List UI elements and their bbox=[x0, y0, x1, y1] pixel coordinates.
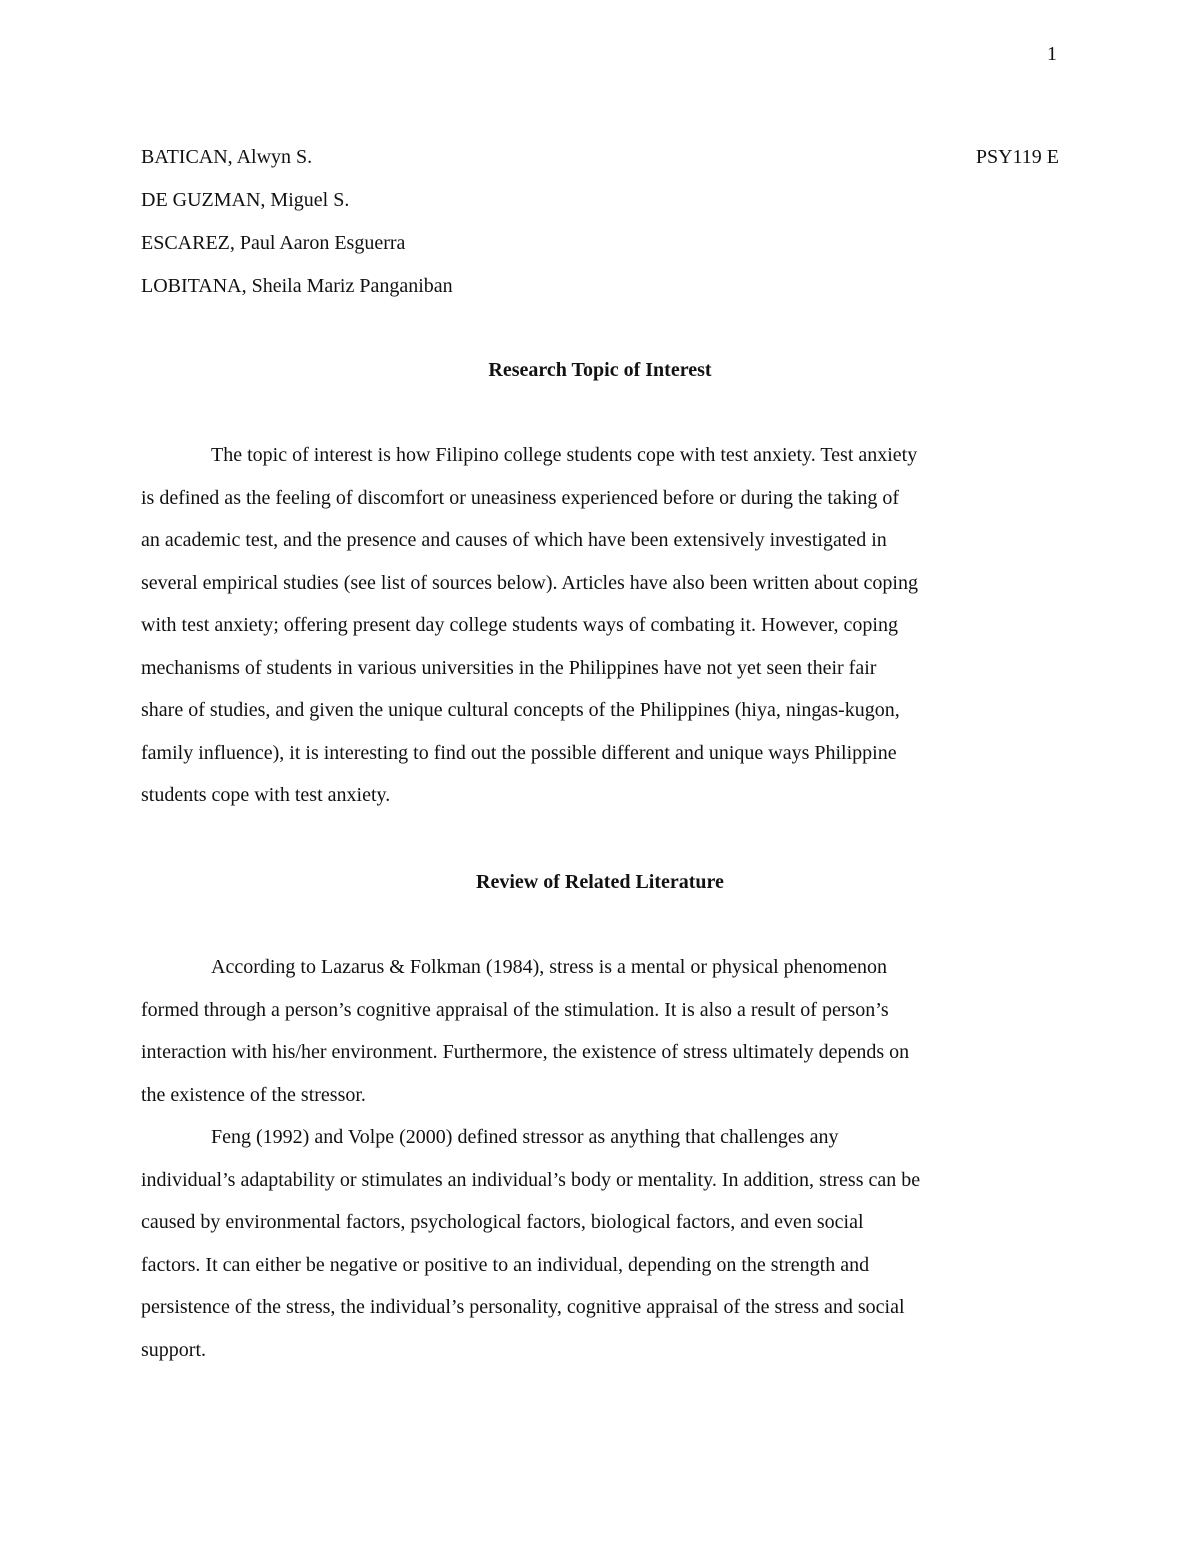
course-code: PSY119 E bbox=[975, 146, 1059, 168]
literature-paragraph-2 bbox=[141, 1123, 1061, 1378]
author-line bbox=[141, 229, 1059, 272]
author-line bbox=[141, 186, 1059, 229]
paragraph-line: caused by environmental factors, psychological factors, biological factors, and even social bbox=[141, 1211, 864, 1233]
paragraph-line: family influence), it is interesting to find out the possible different and unique ways Philippine bbox=[141, 741, 897, 764]
paragraph-line: the existence of the stressor. bbox=[141, 1083, 366, 1106]
paragraph-line: support. bbox=[141, 1338, 206, 1361]
paragraph-line: According to Lazarus & Folkman (1984), stress is a mental or physical phenomenon bbox=[211, 956, 887, 978]
author-name: ESCAREZ, Paul Aaron Esguerra bbox=[141, 232, 406, 254]
author-name: BATICAN, Alwyn S. bbox=[141, 146, 313, 168]
paragraph-line: The topic of interest is how Filipino college students cope with test anxiety. Test anxiety bbox=[211, 444, 918, 466]
paragraph-line: persistence of the stress, the individual’s personality, cognitive appraisal of the stress and social bbox=[141, 1296, 905, 1318]
paragraph-line: several empirical studies (see list of sources below). Articles have also been written about coping bbox=[141, 571, 918, 594]
research-topic-paragraph bbox=[141, 441, 1061, 824]
page-number: 1 bbox=[1047, 43, 1057, 65]
paragraph-line: is defined as the feeling of discomfort or uneasiness experienced before or during the taking of bbox=[141, 486, 900, 509]
paragraph-line: share of studies, and given the unique cultural concepts of the Philippines (hiya, ningas-kugon, bbox=[141, 699, 900, 721]
author-name: LOBITANA, Sheila Mariz Panganiban bbox=[141, 275, 453, 297]
author-header bbox=[141, 143, 1059, 315]
paragraph-line: interaction with his/her environment. Furthermore, the existence of stress ultimately depends on bbox=[141, 1041, 910, 1063]
paragraph-line: formed through a person’s cognitive appraisal of the stimulation. It is also a result of person’s bbox=[141, 998, 889, 1021]
author-name: DE GUZMAN, Miguel S. bbox=[141, 189, 350, 211]
paragraph-line: students cope with test anxiety. bbox=[141, 784, 391, 806]
paragraph-line: individual’s adaptability or stimulates an individual’s body or mentality. In addition, stress can be bbox=[141, 1168, 921, 1191]
paragraph-line: with test anxiety; offering present day college students ways of combating it. However, coping bbox=[141, 614, 898, 636]
paragraph-line: Feng (1992) and Volpe (2000) defined stressor as anything that challenges any bbox=[211, 1126, 839, 1148]
paragraph-line: an academic test, and the presence and causes of which have been extensively investigated in bbox=[141, 529, 887, 551]
author-line bbox=[141, 143, 1059, 186]
section-heading-literature-review: Review of Related Literature bbox=[476, 871, 724, 893]
author-line bbox=[141, 272, 1059, 315]
paragraph-line: mechanisms of students in various universities in the Philippines have not yet seen their fair bbox=[141, 656, 877, 679]
paragraph-line: factors. It can either be negative or positive to an individual, depending on the strength and bbox=[141, 1253, 870, 1276]
section-heading-research-topic: Research Topic of Interest bbox=[488, 359, 712, 381]
literature-paragraph-1 bbox=[141, 953, 1061, 1123]
